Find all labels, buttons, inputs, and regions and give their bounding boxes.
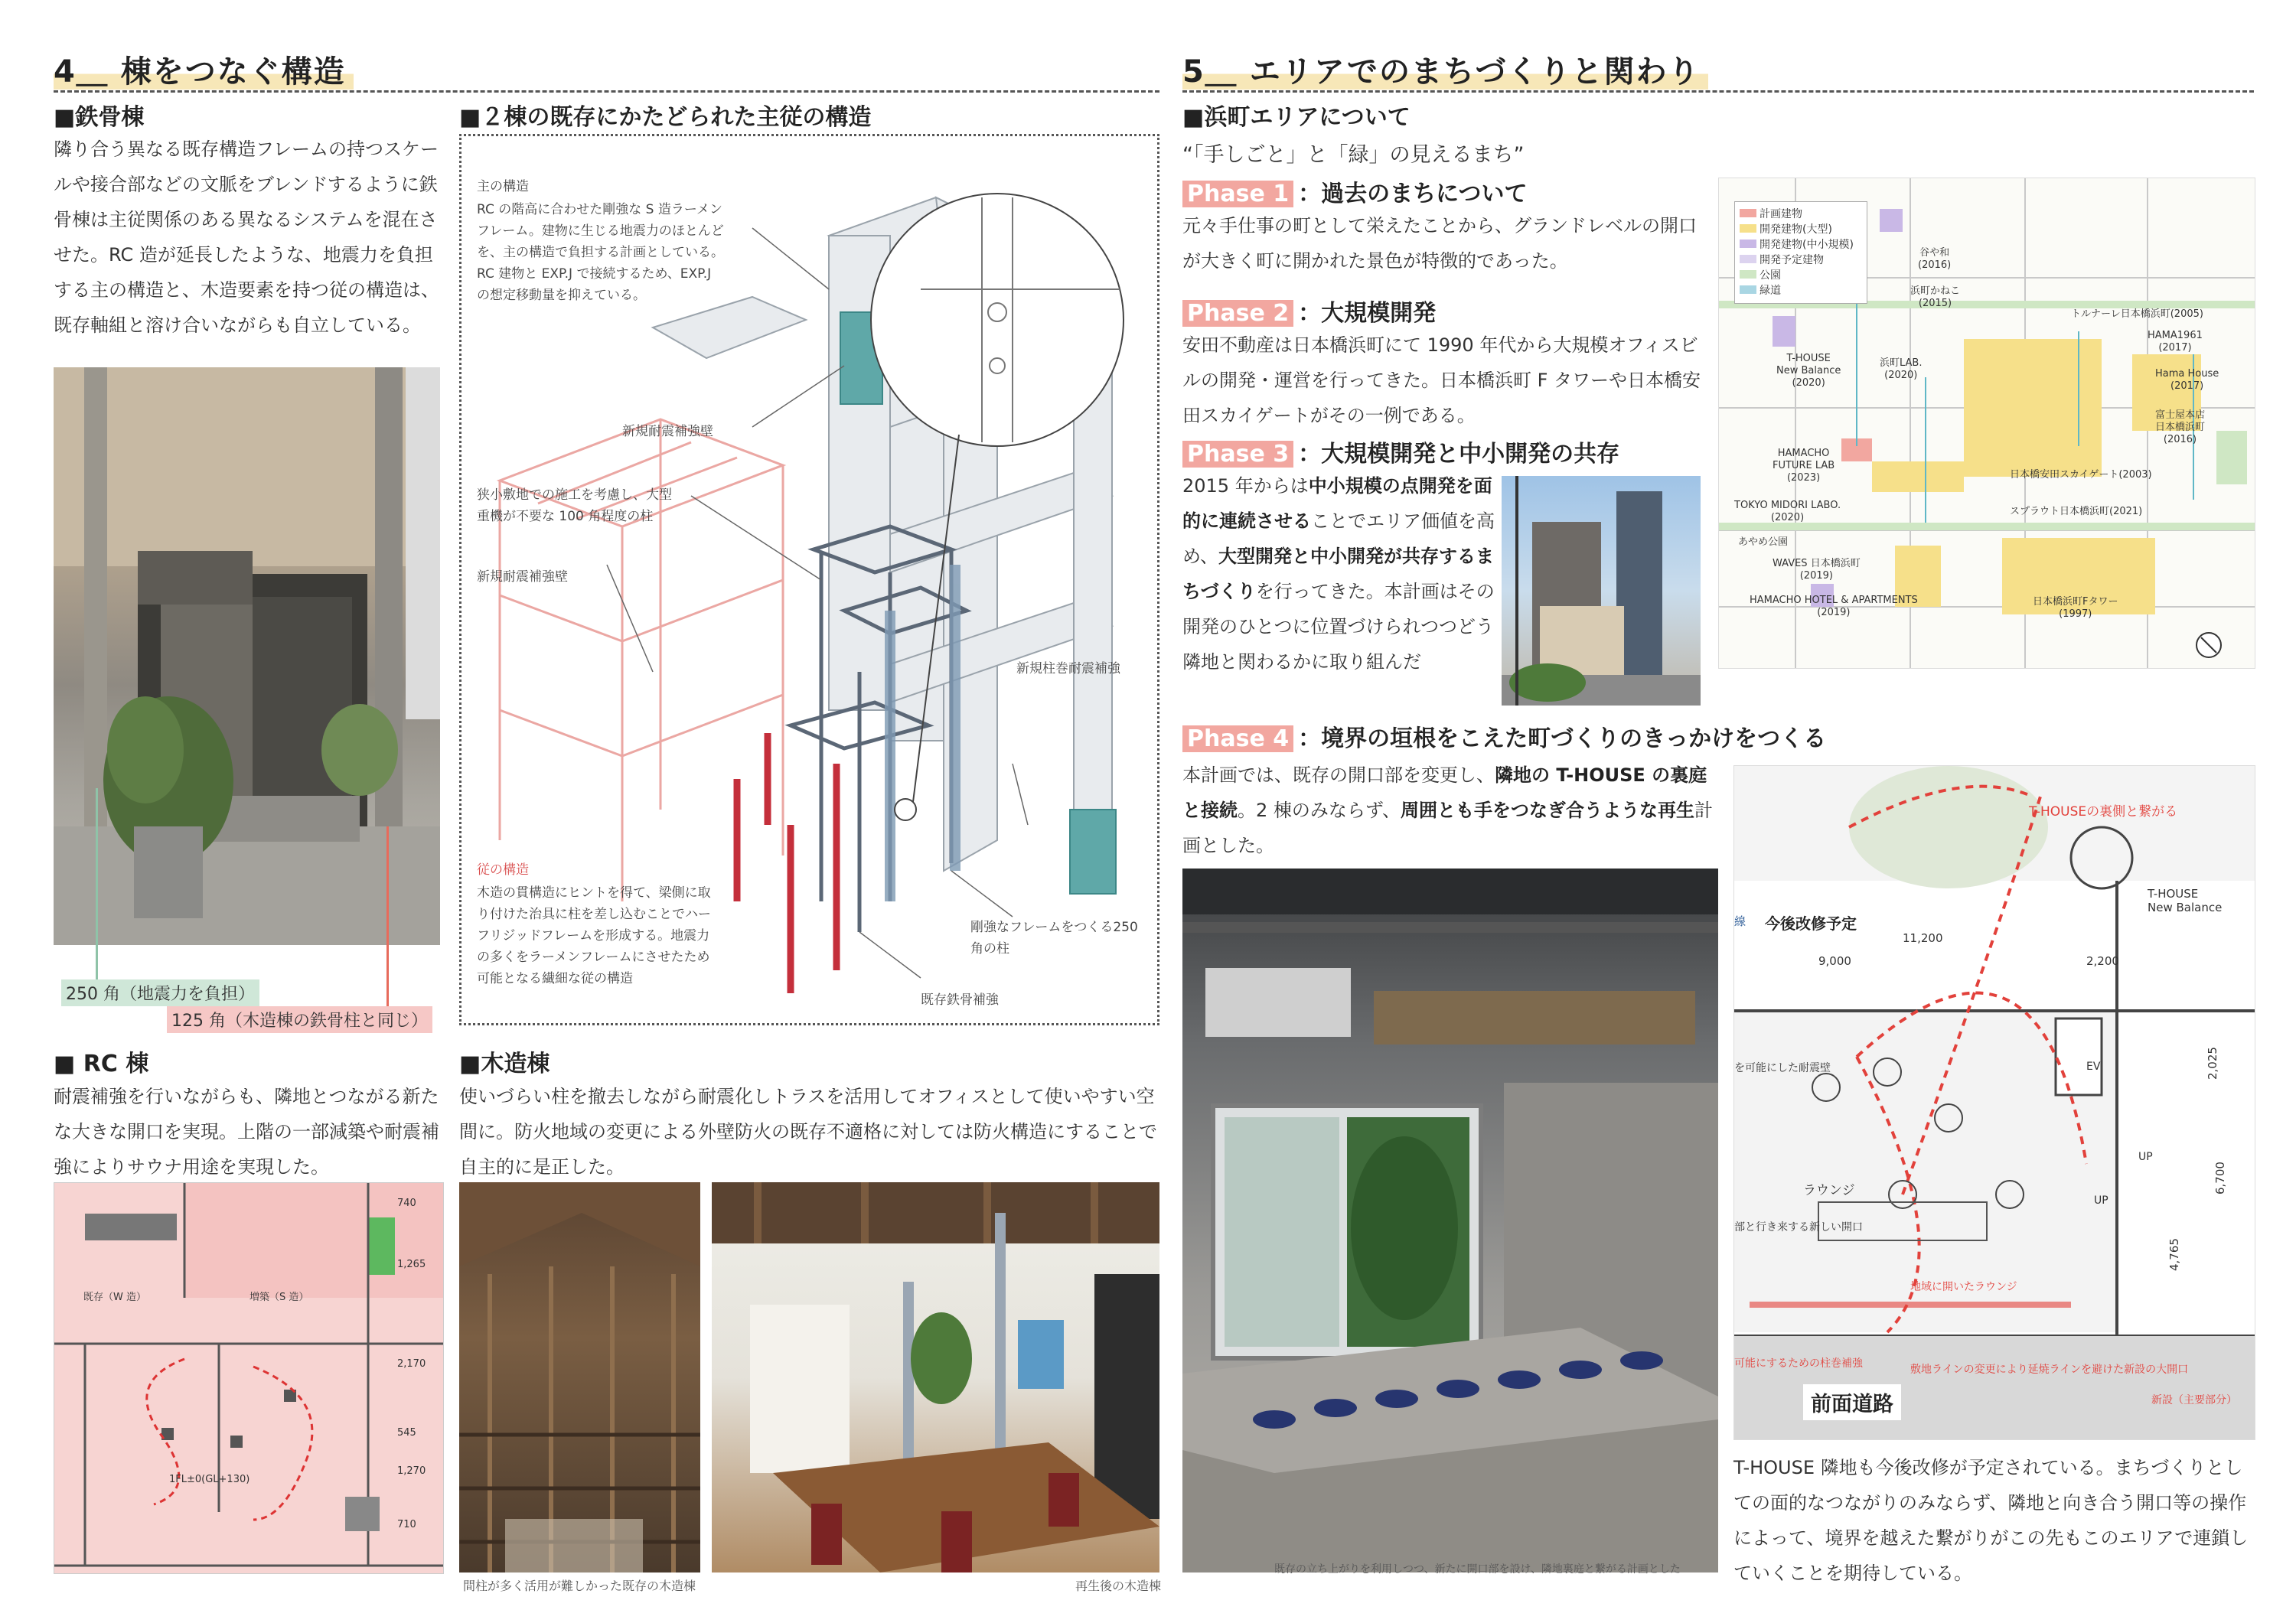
closing-text: T-HOUSE 隣地も今後改修が予定されている。まちづくりとしての面的なつながりのみならず、隣地と向き合う開口等の操作によって、境界を越えた繋がりがこの先もこのエリアで連鎖していくことを期待している。: [1733, 1457, 2249, 1584]
rc-text: 耐震補強を行いながらも、隣地とつながる新たな大きな開口を実現。上階の一部減築や耐震補強によりサウナ用途を実現した。: [54, 1086, 439, 1178]
label-lounge: ラウンジ: [1803, 1183, 1855, 1198]
section5-divider: [1182, 90, 2254, 93]
svg-text:740: 740: [397, 1198, 416, 1209]
legend-item: 計画建物: [1740, 207, 1862, 222]
label-up-2: UP: [2094, 1194, 2108, 1207]
phase3-title: ：大規模開発と中小開発の共存: [1298, 441, 1620, 468]
label-existing-steel: 既存鉄骨補強: [921, 992, 999, 1008]
map-label: 日本橋安田スカイゲート(2003): [2010, 469, 2152, 481]
map-label: あやめ公園: [1738, 536, 1789, 548]
neighbor-plan: [1733, 765, 2255, 1440]
label-thouse-link: T-HOUSEの裏側と繋がる: [2029, 804, 2178, 820]
phase1-text: 元々手仕事の町として栄えたことから、グランドレベルの開口が大きく町に開かれた景色が特徴的であった。: [1182, 215, 1697, 272]
label-new-opening: 部と行き来する新しい開口: [1734, 1221, 1863, 1234]
map-legend: [1734, 201, 1867, 304]
map-label: WAVES 日本橋浜町 (2019): [1773, 558, 1861, 582]
lounge-photo-caption: 既存の立ち上がりを利用しつつ、新たに開口部を設け、隣地裏庭と繋がる計画とした: [1274, 1563, 1681, 1576]
map-label: 日本橋浜町Fタワー (1997): [2033, 596, 2118, 620]
plan-dim: 6,700: [2213, 1162, 2227, 1194]
phase1-title: ：過去のまちについて: [1298, 181, 1528, 207]
map-label: 浜町かねこ (2015): [1910, 285, 1961, 309]
hamacho-street-photo: [1502, 476, 1701, 706]
steel-heading: ■鉄骨棟: [54, 104, 145, 131]
wood-caption-2: 再生後の木造棟: [1075, 1579, 1162, 1593]
phase3-text: 2015 年からは中小規模の点開発を面的に連続させることでエリア価値を高め、大型開発と中小開発が共存するまちづくりを行ってきた。本計画はその開発のひとつに位置づけられつつどう隣地と関わるかに取り組んだ: [1182, 475, 1495, 673]
plan-dim: 2,200: [2086, 954, 2119, 968]
label-new-wall-2: 新規耐震補強壁: [477, 569, 568, 585]
rc-plan-existing-w: 既存（W 造）: [83, 1292, 146, 1303]
map-label: HAMACHO FUTURE LAB (2023): [1773, 448, 1835, 484]
map-label: Hama House (2017): [2155, 368, 2219, 392]
label-250: 250 角（地震力を負担）: [61, 979, 259, 1006]
rc-floor-plan: [54, 1182, 444, 1574]
structure-diagram: [459, 134, 1159, 1025]
phase4-tag: Phase 4: [1182, 725, 1293, 752]
label-thouse: T-HOUSE New Balance: [2148, 887, 2223, 914]
phase2-text: 安田不動産は日本橋浜町にて 1990 年代から大規模オフィスビルの開発・運営を行ってきた。日本橋浜町 F タワーや日本橋安田スカイゲートがその一例である。: [1182, 334, 1701, 426]
legend-item: 公園: [1740, 268, 1862, 283]
label-ev: EV: [2086, 1061, 2101, 1073]
phase1-heading: [1182, 174, 1528, 208]
rc-plan-addition-s: 増築（S 造）: [249, 1292, 309, 1303]
svg-text:2,170: 2,170: [397, 1358, 426, 1370]
label-125: 125 角（木造棟の鉄骨柱と同じ）: [167, 1006, 432, 1033]
section4-divider: [54, 90, 1159, 93]
legend-item: 開発建物(大型): [1740, 222, 1862, 237]
map-label: T-HOUSE New Balance (2020): [1776, 353, 1841, 389]
label-column-wrap: 新規柱巻耐震補強: [1016, 661, 1120, 676]
label-up-1: UP: [2138, 1151, 2153, 1163]
svg-text:1,270: 1,270: [397, 1465, 426, 1477]
existing-wood-photo: [459, 1182, 700, 1572]
wood-caption-1: 間柱が多く活用が難しかった既存の木造棟: [463, 1579, 696, 1593]
phase2-title: ：大規模開発: [1298, 300, 1437, 327]
plan-dim: 9,000: [1818, 954, 1851, 968]
area-tagline: “「手しごと」と「緑」の見えるまち”: [1182, 143, 1525, 167]
label-new-main: 新設（主要部分）: [2151, 1394, 2237, 1406]
wood-heading: ■木造棟: [459, 1051, 550, 1077]
map-label: HAMA1961 (2017): [2148, 330, 2203, 354]
label-pillar-reinforce: 可能にするための柱巻補強: [1734, 1357, 1863, 1370]
map-label: HAMACHO HOTEL & APARTMENTS (2019): [1750, 595, 1918, 618]
label-future-renovation: 今後改修予定: [1765, 914, 1857, 933]
phase2-tag: Phase 2: [1182, 300, 1293, 327]
lounge-photo: [1182, 869, 1718, 1572]
map-label: トルナーレ日本橋浜町(2005): [2071, 308, 2203, 320]
main-structure-title: 主の構造: [477, 179, 529, 194]
legend-item: 緑道: [1740, 283, 1862, 298]
green-leader-line: [96, 788, 98, 979]
sub-structure-text: 木造の貫構造にヒントを得て、梁側に取り付けた治具に柱を差し込むことでハーフリジッドフレームを形成する。地震力の多くをラーメンフレームにさせたため可能となる繊細な従の構造: [477, 885, 711, 986]
phase3-heading: [1182, 435, 1619, 468]
section5-title: 5＿ エリアでのまちづくりと関わり: [1182, 47, 1708, 91]
steel-building-photo: [54, 367, 440, 945]
map-label: TOKYO MIDORI LABO. (2020): [1734, 500, 1841, 523]
label-open-lounge: 地域に開いたラウンジ: [1910, 1281, 2017, 1293]
svg-text:1,265: 1,265: [397, 1259, 426, 1270]
label-front-road: 前面道路: [1803, 1384, 1901, 1420]
plan-dim: 2,025: [2206, 1047, 2219, 1080]
phase4-text: 本計画では、既存の開口部を変更し、隣地の T-HOUSE の裏庭と接続。2 棟のみならず、周囲とも手をつなぎ合うような再生計画とした。: [1182, 764, 1713, 856]
legend-item: 開発建物(中小規模): [1740, 237, 1862, 253]
label-big-opening: 敷地ラインの変更により延焼ラインを避けた新設の大開口: [1910, 1364, 2189, 1376]
legend-item: 開発予定建物: [1740, 253, 1862, 268]
svg-text:710: 710: [397, 1519, 416, 1530]
diagram-heading: ■２棟の既存にかたどられた主従の構造: [459, 104, 872, 131]
renovated-wood-photo: [712, 1182, 1159, 1572]
phase1-tag: Phase 1: [1182, 181, 1293, 207]
svg-text:545: 545: [397, 1427, 416, 1439]
label-line: 線: [1734, 914, 1746, 928]
plan-dim: 4,765: [2167, 1238, 2181, 1271]
label-new-wall-1: 新規耐震補強壁: [622, 424, 713, 439]
label-seismic-wall: を可能にした耐震壁: [1734, 1062, 1831, 1074]
rc-plan-floor-level: 1FL±0(GL+130): [169, 1474, 250, 1485]
plan-dim: 11,200: [1903, 931, 1943, 945]
main-structure-text: RC の階高に合わせた剛強な S 造ラーメンフレーム。建物に生じる地震力のほとんどを、主の構造で負担する計画としている。RC 建物と EXP.J で接続するため、EXP.J の想定移動量を抑えている。: [477, 202, 724, 303]
pink-leader-line: [386, 826, 389, 1010]
section4-title: 4＿ 棟をつなぐ構造: [54, 47, 354, 91]
phase2-heading: [1182, 294, 1436, 328]
label-narrow-site: 狭小敷地での施工を考慮し、大型重機が不要な 100 角程度の柱: [477, 487, 672, 524]
map-label: 富士屋本店 日本橋浜町 (2016): [2155, 409, 2206, 445]
label-rigid-frame: 剛強なフレームをつくる250 角の柱: [970, 920, 1138, 957]
map-label: 浜町LAB. (2020): [1880, 357, 1923, 381]
rc-heading: ■ RC 棟: [54, 1051, 149, 1077]
wood-text: 使いづらい柱を撤去しながら耐震化しトラスを活用してオフィスとして使いやすい空間に。防火地域の変更による外壁防火の既存不適格に対しては防火構造にすることで自主的に是正した。: [459, 1086, 1157, 1178]
area-map: [1718, 178, 2255, 669]
phase4-heading: [1182, 719, 1826, 753]
phase4-title: ：境界の垣根をこえた町づくりのきっかけをつくる: [1298, 725, 1827, 752]
map-label: 谷や和 (2016): [1918, 247, 1952, 271]
area-heading: ■浜町エリアについて: [1182, 104, 1411, 131]
map-label: スプラウト日本橋浜町(2021): [2010, 506, 2143, 517]
sub-structure-title: 従の構造: [477, 862, 529, 878]
steel-text: 隣り合う異なる既存構造フレームの持つスケールや接合部などの文脈をブレンドするように鉄骨棟は主従関係のある異なるシステムを混在させた。RC 造が延長したような、地震力を負担する主の構造と、木造要素を持つ従の構造は、既存軸組と溶け合いながらも自立している。: [54, 139, 439, 336]
phase3-tag: Phase 3: [1182, 441, 1293, 468]
